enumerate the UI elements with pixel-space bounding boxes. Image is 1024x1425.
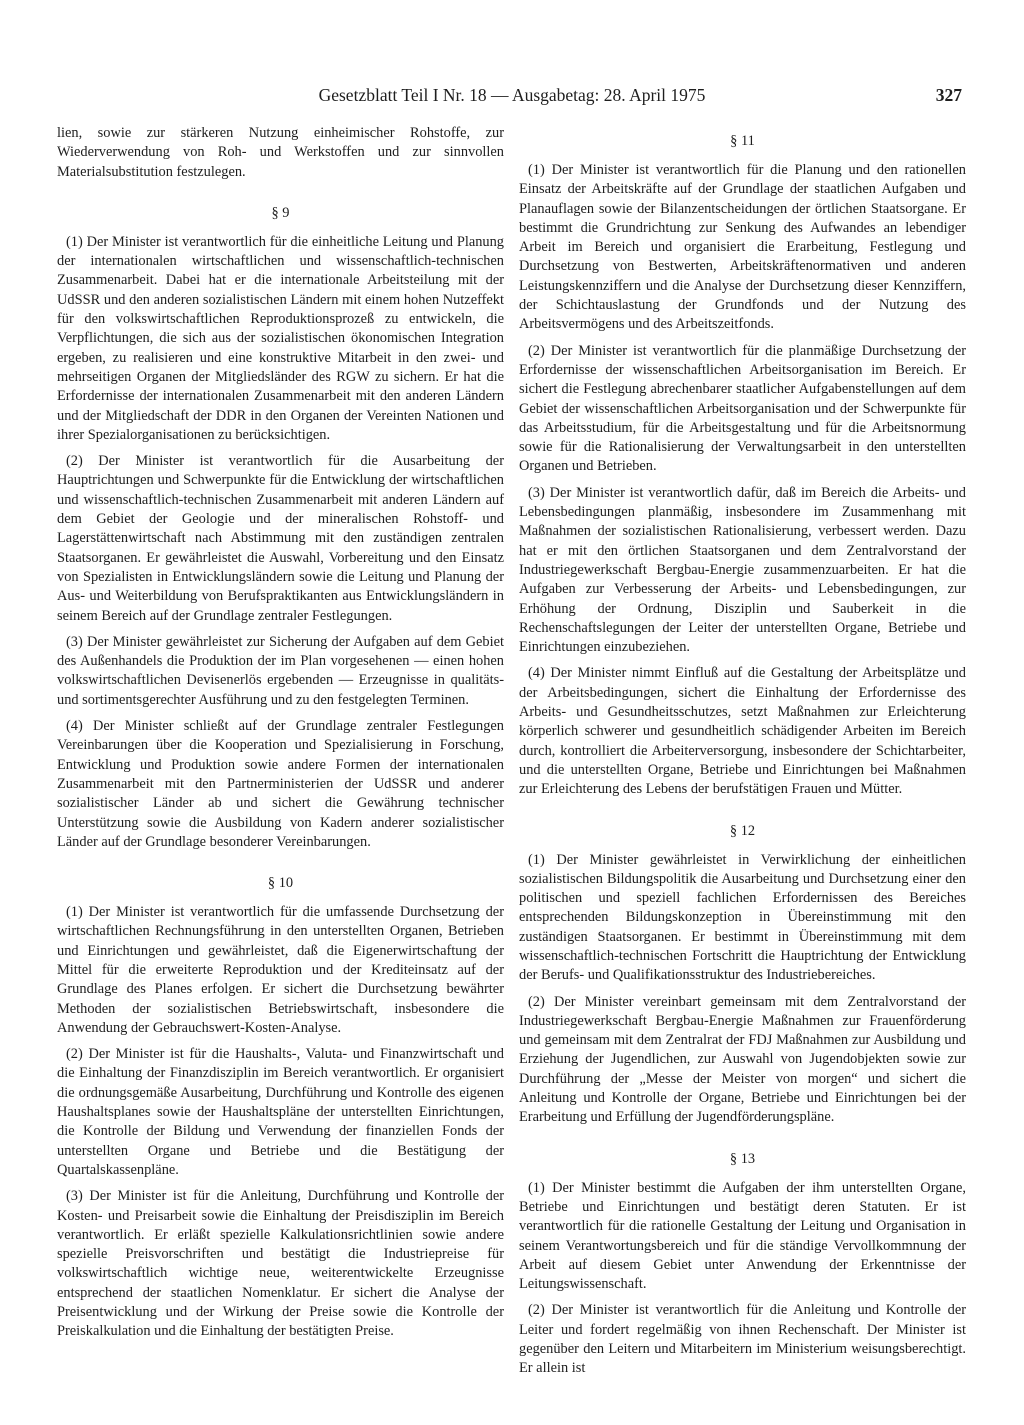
paragraph-11-3: (3) Der Minister ist verantwortlich dafür, daß im Bereich die Arbeits- und Lebensbedingungen planmäßig, insbesondere im Zusammenhang mit Maßnahmen der sozialistischen Rationalisierung, verbessert werden. Dazu hat er mit den örtlichen Staatsorganen und dem Zentralvorstand der Industriegewerkschaft Bergbau-Energie zusammenzuarbeiten. Er hat die Aufgaben zur Verbesserung der Arbeits- und Lebensbedingungen, zur Erhöhung der Ordnung, Disziplin und Sauberkeit in die Rechenschaftslegungen der Leiter der unterstellten Organe, Betriebe und Einrichtungen einzubeziehen. bbox=[519, 484, 966, 656]
paragraph-12-1: (1) Der Minister gewährleistet in Verwirklichung der einheitlichen sozialistischen Bildungspolitik die Ausarbeitung und Durchsetzung einer den politischen und speziell fachlichen Erfordernissen des Bereiches entsprechenden Bildungskonzeption in Übereinstimmung mit den zuständigen Staatsorganen. Er bestimmt in Übereinstimmung mit dem wissenschaftlich-technischen Fortschritt die Hauptrichtung der Entwicklung der Berufs- und Qualifikationsstruktur des Industriebereiches. bbox=[519, 851, 966, 984]
paragraph-10-1: (1) Der Minister ist verantwortlich für die umfassende Durchsetzung der wirtschaftlichen Rechnungsführung in den unterstellten Organen, Betrieben und Einrichtungen und gewährleistet, daß die Eigenerwirtschaftung der Mittel für die erweiterte Reproduktion und der Krediteinsatz auf der Grundlage des Planes erfolgen. Er sichert die Durchsetzung bewährter Methoden der sozialistischen Betriebswirtschaft, insbesondere die Anwendung der Gebrauchswert-Kosten-Analyse. bbox=[57, 904, 504, 1036]
right-column bbox=[519, 124, 966, 1386]
paragraph-9-3: (3) Der Minister gewährleistet zur Sicherung der Aufgaben auf dem Gebiet des Außenhandels die Produktion der im Plan vorgesehenen — einen hohen volkswirtschaftlichen Devisenerlös ergebenden — Erzeugnisse in qualitäts- und sortimentsgerechter Ausführung und zu den festgelegten Terminen. bbox=[57, 633, 504, 708]
section-heading-13: § 13 bbox=[729, 1150, 756, 1167]
left-column bbox=[57, 124, 504, 1349]
paragraph-11-1: (1) Der Minister ist verantwortlich für die Planung und den rationellen Einsatz der Arbeitskräfte auf der Grundlage der staatlichen Aufgaben und Planauflagen sowie der Bilanzentscheidungen der örtlichen Staatsorgane. Er bestimmt die Grundrichtung zur Senkung des Aufwandes an lebendiger Arbeit im Bereich und organisiert die Erarbeitung, Festlegung und Durchsetzung von Bestwerten, Arbeitskräftenormativen und anderen Leistungskennziffern und die Analyse der Durchsetzung dieser Kennziffern, der Schichtauslastung der Grundfonds und der Nutzung des Arbeitsvermögens und des Arbeitszeitfonds. bbox=[519, 162, 966, 333]
paragraph-9-1: (1) Der Minister ist verantwortlich für die einheitliche Leitung und Planung der internationalen wirtschaftlichen und wissenschaftlich-technischen Zusammenarbeit. Dabei hat er die internationale Arbeitsteilung mit der UdSSR und den anderen sozialistischen Ländern mit einem hohen Nutzeffekt für den volkswirtschaftlichen Reproduktionsprozeß zu entwickeln, die Verpflichtungen, die sich aus der sozialistischen ökonomischen Integration ergeben, zu realisieren und eine konstruktive Mitarbeit in den zwei- und mehrseitigen Organen der Mitgliedsländer des RGW zu sichern. Er hat die Erfordernisse der internationalen Zusammenarbeit mit den anderen Ländern und der Mitgliedschaft der DDR in den Organen der Vereinten Nationen und ihrer Spezialorganisationen zu berücksichtigen. bbox=[57, 233, 504, 443]
paragraph-10-2: (2) Der Minister ist für die Haushalts-, Valuta- und Finanzwirtschaft und die Einhaltung der Finanzdisziplin im Bereich verantwortlich. Er organisiert die ordnungsgemäße Ausarbeitung, Durchführung und Kontrolle des eigenen Haushaltsplanes sowie der Haushaltspläne der unterstellten Einrichtungen, die Kontrolle der Bildung und Verwendung der finanziellen Fonds der unterstellten Organe und Betriebe und die Bestätigung der Quartalskassenpläne. bbox=[57, 1046, 504, 1178]
paragraph-9-4: (4) Der Minister schließt auf der Grundlage zentraler Festlegungen Vereinbarungen über die Kooperation und Spezialisierung in Forschung, Entwicklung und Produktion sowie andere Formen der internationalen Zusammenarbeit mit den Partnerministerien der UdSSR und anderer sozialistischer Länder ab und sichert die Gewährung technischer Unterstützung sowie die Ausbildung von Kadern anderer sozialistischer Länder auf der Grundlage besonderer Vereinbarungen. bbox=[57, 718, 504, 850]
paragraph-10-3: (3) Der Minister ist für die Anleitung, Durchführung und Kontrolle der Kosten- und Preisarbeit sowie die Einhaltung der Preisdisziplin im Bereich verantwortlich. Er erläßt spezielle Kalkulationsrichtlinien sowie andere spezielle Preisvorschriften und bestätigt die Industriepreise für volkswirtschaftlich wichtige neue, weiterentwickelte Erzeugnisse entsprechend der staatlichen Nomenklatur. Er sichert die Analyse der Preisentwicklung und der Wirkung der Preise sowie die Kontrolle der Preiskalkulation und die Einhaltung der bestätigten Preise. bbox=[57, 1188, 504, 1340]
page-number: 327 bbox=[935, 85, 962, 105]
paragraph-11-2: (2) Der Minister ist verantwortlich für die planmäßige Durchsetzung der Erfordernisse der wissenschaftlichen Arbeitsorganisation im Bereich. Er sichert die Festlegung abrechenbarer staatlicher Aufgabenstellungen auf dem Gebiet der wissenschaftlichen Arbeitsorganisation und der Schwerpunkte für das Arbeitsstudium, für die Arbeitsgestaltung und für die Arbeitsnormung sowie für die Rationalisierung der Verwaltungsarbeit in den unterstellten Organen und Betrieben. bbox=[519, 342, 966, 475]
paragraph-13-2: (2) Der Minister ist verantwortlich für die Anleitung und Kontrolle der Leiter und fordert regelmäßig von ihnen Rechenschaft. Der Minister ist gegenüber den Leitern und Mitarbeitern im Ministerium weisungsberechtigt. Er allein ist bbox=[519, 1302, 966, 1377]
page-header bbox=[0, 84, 1024, 108]
header-title: Gesetzblatt Teil I Nr. 18 — Ausgabetag: 28. April 1975 bbox=[318, 85, 706, 105]
paragraph-11-4: (4) Der Minister nimmt Einfluß auf die Gestaltung der Arbeitsplätze und der Arbeitsbedingungen, sichert die Einhaltung der Erfordernisse des Arbeits- und Gesundheitsschutzes, setzt Maßnahmen zur Erleichterung körperlich schwerer und gesundheitlich schädigender Arbeiten im Bereich durch, kontrolliert die Arbeiterversorgung, insbesondere der Schichtarbeiter, und die unterstellten Organe, Betriebe und Einrichtungen bei Maßnahmen zur Erleichterung des Lebens der berufstätigen Frauen und Mütter. bbox=[519, 665, 966, 798]
paragraph-12-2: (2) Der Minister vereinbart gemeinsam mit dem Zentralvorstand der Industriegewerkschaft Bergbau-Energie Maßnahmen zur Frauenförderung und gemeinsam mit dem Zentralrat der FDJ Maßnahmen zur Ausbildung und Erziehung der Jugendlichen, zur Auswahl von Jugendobjekten sowie zur Durchführung der „Messe der Meister von morgen“ und sichert die Anleitung und Kontrolle der Organe, Betriebe und Einrichtungen bei der Erarbeitung und Erfüllung der Jugendförderungspläne. bbox=[519, 993, 966, 1126]
section-heading-11: § 11 bbox=[730, 133, 755, 149]
paragraph-9-2: (2) Der Minister ist verantwortlich für die Ausarbeitung der Hauptrichtungen und Schwerpunkte für die Entwicklung der wirtschaftlichen und wissenschaftlich-technischen Zusammenarbeit mit anderen Ländern auf dem Gebiet der Geologie und der mineralischen Rohstoff- und Lagerstättenwirtschaft nach Abstimmung mit den zuständigen zentralen Staatsorganen. Er gewährleistet die Auswahl, Vorbereitung und den Einsatz von Spezialisten in Entwicklungsländern sowie die Leitung und Planung der Aus- und Weiterbildung von Berufspraktikanten aus Entwicklungsländern in seinem Bereich auf der Grundlage zentraler Festlegungen. bbox=[57, 453, 504, 624]
paragraph-13-1: (1) Der Minister bestimmt die Aufgaben der ihm unterstellten Organe, Betriebe und Einrichtungen und bestätigt deren Statuten. Er ist verantwortlich für die rationelle Gestaltung der Leitung und Organisation in seinem Verantwortungsbereich und für die ständige Vervollkommnung der Arbeit auf diesem Gebiet unter Anwendung der Erkenntnisse der Leitungswissenschaft. bbox=[519, 1179, 966, 1293]
section-heading-9: § 9 bbox=[271, 204, 290, 221]
paragraph-continuation: lien, sowie zur stärkeren Nutzung einheimischer Rohstoffe, zur Wiederverwendung von Roh- und Werkstoffen und zur sinnvollen Materialsubstitution festzulegen. bbox=[57, 125, 504, 180]
section-heading-10: § 10 bbox=[267, 875, 294, 892]
section-heading-12: § 12 bbox=[729, 822, 756, 839]
